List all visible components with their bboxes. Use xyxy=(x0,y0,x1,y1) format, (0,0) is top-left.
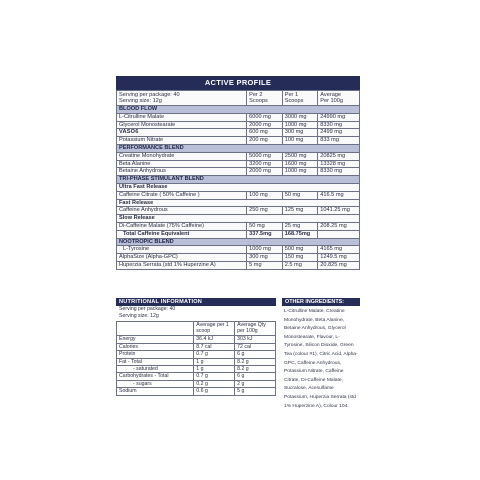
table-row: Di-Caffeine Malate (75% Caffeine) 50 mg 25 mg 208.25 mg xyxy=(117,222,360,230)
active-profile-table xyxy=(116,90,360,270)
other-ingredients-text: L-Citrulline Malate, Creatine Monohydrate, Beta Alanine, Betaine Anhydrous, Glycerol Monostearate, Flavour, L-Tyrosine, Silicon Dioxide, Green Tea (colour #1), Citric Acid, Alpha-GPC, Caffeine Anhydrous, Potassium Nitrate, Caffeine Citrate, Di-Caffeine Malate, Sucralose, Acesulfame Potassium, Huperzia Serrata (std 1% Huperzine A), Colour 104. xyxy=(284,309,358,409)
table-row: - sugars 0.2 g 2 g xyxy=(117,380,276,387)
table-row: VASO6 600 mg 300 mg 2499 mg xyxy=(117,129,360,137)
nutrition-serving-size: Serving size: 12g xyxy=(119,313,159,320)
serving-package: Serving per package: 40 xyxy=(119,91,180,98)
table-row: Carbohydrates - Total 0.7 g 6 g xyxy=(117,373,276,380)
subsection-header: Ultra Fast Release xyxy=(117,183,360,191)
table-row: Fat - Total 1 g 8.2 g xyxy=(117,358,276,365)
table-row: L-Citrulline Malate 6000 mg 3000 mg 24990 mg xyxy=(117,113,360,121)
table-row: Huperzia Serrata (std 1% Huperzine A) 5 mg 2.5 mg 20.825 mg xyxy=(117,261,360,269)
vaso6-logo-text: VASO6 xyxy=(117,129,247,137)
col-per1-line2: Scoops xyxy=(284,98,304,104)
col-avg-line2: Per 100g xyxy=(320,98,343,104)
nutrition-panel xyxy=(116,298,276,396)
other-ingredients-heading: OTHER INGREDIENTS: xyxy=(282,298,360,306)
total-caffeine-row: Total Caffeine Equivalent 337.5mg 168.75mg xyxy=(117,230,360,238)
nutrition-table xyxy=(116,321,276,395)
col-avg-line1: Average xyxy=(320,91,342,98)
bottom-panels xyxy=(116,298,360,448)
section-header: NOOTROPIC BLEND xyxy=(117,238,360,246)
table-row: Potassium Nitrate 200 mg 100 mg 833 mg xyxy=(117,137,360,145)
table-row: AlphaSize (Alpha-GPC) 300 mg 150 mg 1249.5 mg xyxy=(117,254,360,262)
table-row: Beta Alanine 3200 mg 1600 mg 13328 mg xyxy=(117,160,360,168)
table-row: Betaine Anhydrous 2000 mg 1000 mg 8330 mg xyxy=(117,168,360,176)
subsection-header: Fast Release xyxy=(117,199,360,207)
panel-title: ACTIVE PROFILE xyxy=(116,76,360,90)
table-row: L-Tyrosine 1000 mg 500 mg 4165 mg xyxy=(117,246,360,254)
subsection-header: Slow Release xyxy=(117,215,360,223)
serving-size: Serving size: 12g xyxy=(119,98,162,104)
table-row: Protein 0.7 g 6 g xyxy=(117,351,276,358)
nutrition-col-header: Average per 1 scoop Average Qty per 100g xyxy=(117,322,276,336)
table-row: Energy 36.4 kJ 303 kJ xyxy=(117,336,276,343)
section-header: PERFORMANCE BLEND xyxy=(117,144,360,152)
section-header: BLOOD FLOW xyxy=(117,106,360,114)
table-row: Caffeine Citrate ( 50% Caffeine ) 100 mg 50 mg 416.5 mg xyxy=(117,191,360,199)
supplement-facts-panel xyxy=(116,76,360,270)
nutrition-serving-package: Serving per package: 40 xyxy=(119,306,176,312)
other-ingredients-panel xyxy=(282,298,360,411)
col-per2-line2: Scoops xyxy=(249,98,268,104)
table-row: Sodium 0.6 g 5 g xyxy=(117,388,276,395)
table-row: Creatine Monohydrate 5000 mg 2500 mg 20825 mg xyxy=(117,152,360,160)
serving-header-row xyxy=(117,91,360,106)
nutrition-heading: NUTRITIONAL INFORMATION xyxy=(116,298,276,306)
col-per2-line1: Per 2 xyxy=(249,91,263,98)
col-per1-line1: Per 1 xyxy=(284,91,299,98)
section-header: TRI-PHASE STIMULANT BLEND xyxy=(117,176,360,184)
table-row: Calories 8.7 cal 72 cal xyxy=(117,343,276,350)
table-row: Glycerol Monostearate 2000 mg 1000 mg 8330 mg xyxy=(117,121,360,129)
table-row: - saturated 1 g 8.2 g xyxy=(117,366,276,373)
table-row: Caffeine Anhydrous 250 mg 125 mg 1041.25 mg xyxy=(117,207,360,215)
